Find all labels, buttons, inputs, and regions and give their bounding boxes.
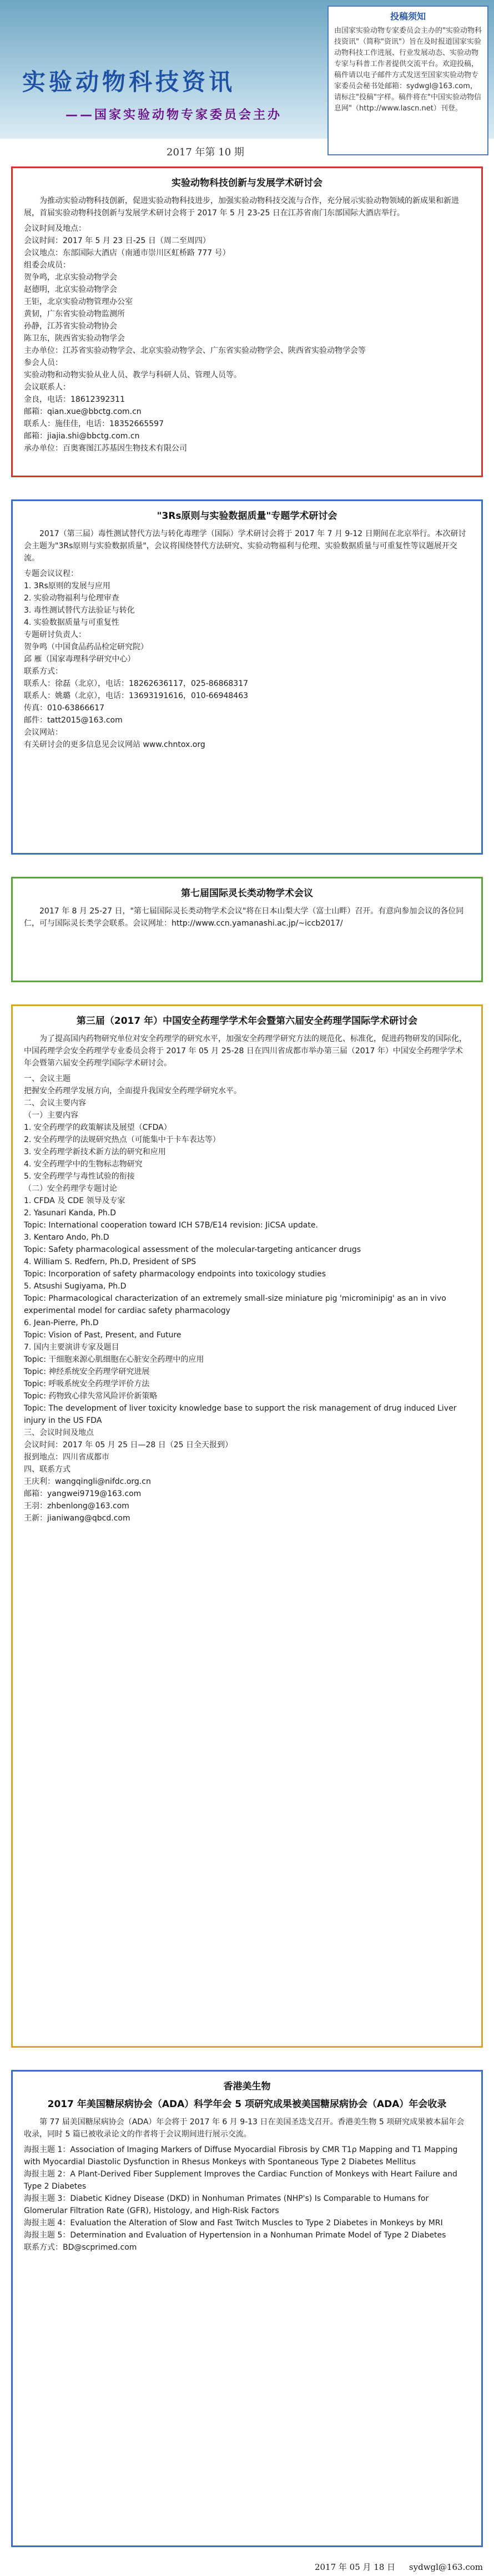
masthead-title: 实验动物科技资讯 — [22, 68, 236, 95]
section-line: 会议联系人： — [24, 383, 70, 392]
section-text: 2017 年 8 月 25-27 日，"第七届国际灵长类动物学术会议"将在日本山梨大学（富士山畔）召开。有意向参加会议的各位同仁，可与国际灵长类学会联系。会议网址：http://www.ccn.yamanashi.ac.jp/~iccb2017/ — [24, 907, 464, 928]
issue-number: 2017 年第 10 期 — [167, 147, 244, 158]
section-line: 邮箱：qian.xue@bbctg.com.cn — [24, 407, 142, 416]
section-line: 会议地点：东部国际大酒店（南通市崇川区虹桥路 777 号） — [24, 249, 230, 257]
section-line: 4. William S. Redfern, Ph.D, President of SPS — [24, 1257, 196, 1266]
section-line: 贺争鸣（中国食品药品检定研究院） — [24, 643, 148, 651]
submission-notice — [327, 6, 488, 155]
section-items — [24, 568, 470, 751]
section-title: 实验动物科技创新与发展学术研讨会 — [172, 178, 322, 189]
section-line: 会议时间：2017 年 5 月 23 日-25 日（周二至周四） — [24, 236, 210, 245]
section-line: 实验动物和动物实验从业人员、教学与科研人员、管理人员等。 — [24, 371, 241, 380]
section-line: Topic: Vision of Past, Present, and Future — [24, 1331, 182, 1340]
section-items — [24, 1073, 470, 1524]
section-line: 3. 安全药理学新技术新方法的研究和应用 — [24, 1148, 166, 1156]
section-line: 承办单位：百奥赛图江苏基因生物技术有限公司 — [24, 444, 187, 453]
notice-title: 投稿须知 — [390, 11, 426, 22]
section-line: 会议时间：2017 年 05 月 25 日—28 日（25 日全天报到） — [24, 1441, 233, 1449]
section-intro: 2017（第三届）毒性测试替代方法与转化毒理学（国际）学术研讨会将于 2017 年 7 月 9-12 日期间在北京举行。本次研讨会主题为"3Rs原则与实验数据质量"，会议将围绕替代方法研究、实验动物福利与伦理、实验数据质量与可重复性等议题展开交流。 — [24, 529, 466, 563]
section-line: 三、会议时间及地点 — [24, 1428, 94, 1437]
section-line: 联系人：施佳佳，电话：18352665597 — [24, 420, 164, 428]
section-line: 海报主题 2：A Plant-Derived Fiber Supplement Improves the Cardiac Function of Monkeys with Heart Failure and Type 2 Diabetes — [24, 2170, 457, 2191]
section-line: 孙静，江苏省实验动物协会 — [24, 322, 117, 331]
section-line: 6. Jean-Pierre, Ph.D — [24, 1319, 99, 1327]
section-line: 报到地点：四川省成都市 — [24, 1453, 109, 1462]
section-line: （二）安全药理学专题讨论 — [24, 1184, 117, 1193]
section-line: 邮箱：yangwei9719@163.com — [24, 1489, 142, 1498]
section-safety-pharmacology — [11, 1004, 483, 2048]
section-intro: 为推动实验动物科技创新，促进实验动物科技进步，加强实验动物科技交流与合作，充分展示实验动物领域的新成果和新进展，首届实验动物科技创新与发展学术研讨会将于 2017 年 5 月 23-25 日在江苏省南门东部国际大酒店举行。 — [24, 196, 459, 218]
section-title: 第三届（2017 年）中国安全药理学学术年会暨第六届安全药理学国际学术研讨会 — [76, 1016, 418, 1027]
section-line: 3. 毒性测试替代方法验证与转化 — [24, 606, 135, 615]
section-line: 传真：010-63866617 — [24, 704, 105, 713]
section-line: 2. 安全药理学的法规研究热点（可能集中于卡车表达等） — [24, 1135, 220, 1144]
section-line: 会议网站： — [24, 728, 63, 737]
section-line: 海报主题 1：Association of Imaging Markers of Diffuse Myocardial Fibrosis by CMR T1ρ Mapping and T1 Mapping with Myocardial Diastolic Dysfunction in Rhesus Monkeys with Spontaneous Type 2 Diabetes Mellitus — [24, 2145, 458, 2166]
section-line: 3. Kentaro Ando, Ph.D — [24, 1233, 109, 1242]
section-line: Topic: Pharmacological characterization of an extremely small-size miniature pig 'microminipig' as an in vivo experimental model for cardiac safety pharmacology — [24, 1294, 446, 1315]
section-line: 联系方式： — [24, 667, 63, 676]
section-line: 黄韧，广东省实验动物监测所 — [24, 310, 125, 319]
section-line: 1. CFDA 及 CDE 领导及专家 — [24, 1196, 125, 1205]
section-line: 5. Atsushi Sugiyama, Ph.D — [24, 1282, 127, 1291]
section-line: 1. 安全药理学的政策解读及展望（CFDA） — [24, 1123, 172, 1132]
section-line: 4. 实验数据质量与可重复性 — [24, 618, 119, 627]
section-items — [24, 223, 470, 454]
section-line: 金良，电话：18612392311 — [24, 395, 125, 404]
section-line: 王新：jianiwang@qbcd.com — [24, 1514, 130, 1523]
section-line: Topic: Safety pharmacological assessment of the molecular-targeting anticancer drugs — [24, 1245, 361, 1254]
section-line: 1. 3Rs原则的发展与应用 — [24, 582, 110, 590]
section-line: 王羽：zhbenlong@163.com — [24, 1502, 129, 1511]
section-3rs-symposium — [11, 499, 483, 855]
section-line: 邮件：tatt2015@163.com — [24, 716, 123, 725]
section-line: 7. 国内主要演讲专家及题目 — [24, 1343, 119, 1352]
section-innovation-symposium — [11, 166, 483, 477]
section-line: Topic: International cooperation toward ICH S7B/E14 revision: JiCSA update. — [24, 1221, 318, 1230]
section-intro: 第 77 届美国糖尿病协会（ADA）年会将于 2017 年 6 月 9-13 日在美国圣迭戈召开。香港美生物 5 项研究成果被本届年会收录，同时 5 篇已被收录论文的作者将于会议期间进行展示交流。 — [24, 2118, 465, 2139]
section-line: （一）主要内容 — [24, 1111, 78, 1120]
section-line: 赵德明，北京实验动物学会 — [24, 285, 117, 294]
section-title: 第七届国际灵长类动物学术会议 — [181, 888, 313, 899]
notice-body: 由国家实验动物专家委员会主办的"实验动物科技资讯"（简称"资讯"）旨在及时报道国家实验动物科技工作进展、行业发展动态、实验动物专家与科普工作者提供交流平台。欢迎投稿，稿件请以电子邮件方式发送至国家实验动物专家委员会秘书处邮箱：sydwgl@163.com，请标注"投稿"字样。稿件将在"中国实验动物信息网"（http://www.lascn.net）刊登。 — [334, 27, 482, 113]
section-title: "3Rs原则与实验数据质量"专题学术研讨会 — [157, 511, 337, 522]
section-line: 有关研讨会的更多信息见会议网站 www.chntox.org — [24, 740, 205, 749]
section-org: 香港美生物 — [223, 2081, 271, 2092]
section-line: 王庆利：wangqingli@nifdc.org.cn — [24, 1477, 151, 1486]
section-line: 一、会议主题 — [24, 1074, 70, 1083]
section-line: 联系人：徐磊（北京），电话：18262636117，025-86868317 — [24, 679, 249, 688]
section-ada-meeting — [11, 2070, 483, 2547]
section-line: 海报主题 3：Diabetic Kidney Disease (DKD) in Nonhuman Primates (NHP's) Is Comparable to Humans for Glomerular Filtration Rate (GFR), Histology, and High-Risk Factors — [24, 2194, 429, 2215]
section-line: 组委会成员： — [24, 261, 70, 270]
section-line: 参会人员： — [24, 358, 63, 367]
section-line: 邱 雁（国家毒理科学研究中心） — [24, 655, 135, 664]
section-line: Topic: 呼吸系统安全药理学评价方法 — [24, 1380, 150, 1388]
section-line: 联系方式：BD@scprimed.com — [24, 2243, 137, 2252]
section-line: 陈卫东，陕西省实验动物学会 — [24, 334, 125, 343]
section-intro: 为了提高国内药物研究单位对安全药理学的研究水平，加强安全药理学研究方法的规范化、标准化，促进药物研发的国际化，中国药理学会安全药理学专业委员会将于 2017 年 05 月 25-28 日在四川省成都市举办第三届（2017 年）中国安全药理学学术年会暨第六届安全药理学国际学术研讨会。 — [24, 1034, 467, 1068]
section-title: 2017 年美国糖尿病协会（ADA）科学年会 5 项研究成果被美国糖尿病协会（ADA）年会收录 — [47, 2099, 447, 2110]
section-line: 海报主题 4：Evaluation the Alteration of Slow and Fast Twitch Muscles to Type 2 Diabetes in Monkeys by MRI — [24, 2219, 443, 2228]
section-line: 贺争鸣，北京实验动物学会 — [24, 273, 117, 282]
footer-email: sydwgl@163.com — [409, 2562, 483, 2572]
section-line: 2. Yasunari Kanda, Ph.D — [24, 1209, 117, 1218]
section-line: 专题会议议程： — [24, 569, 78, 578]
section-line: 二、会议主要内容 — [24, 1099, 86, 1108]
section-line: 联系人：姚璐（北京），电话：13693191616，010-66948463 — [24, 691, 249, 700]
section-primate-congress — [11, 877, 483, 982]
section-line: 王钜，北京实验动物管理办公室 — [24, 297, 133, 306]
section-line: 4. 安全药理学中的生物标志物研究 — [24, 1160, 143, 1169]
masthead-subtitle: ——国家实验动物专家委员会主办 — [65, 108, 283, 122]
footer — [0, 2561, 494, 2576]
section-line: 主办单位：江苏省实验动物学会、北京实验动物学会、广东省实验动物学会、陕西省实验动物学会等 — [24, 346, 366, 355]
section-line: Topic: 药物致心律失常风险评价新策略 — [24, 1392, 158, 1401]
section-items — [24, 2144, 470, 2254]
section-line: 海报主题 5：Determination and Evaluation of Hypertension in a Nonhuman Primate Model of Type 2 Diabetes — [24, 2231, 446, 2240]
footer-date: 2017 年 05 月 18 日 — [314, 2562, 396, 2572]
section-line: 专题研讨负责人： — [24, 630, 86, 639]
section-line: Topic: 神经系统安全药理学研究进展 — [24, 1367, 150, 1376]
section-line: Topic: 干细胞来源心肌细胞在心脏安全药理中的应用 — [24, 1355, 204, 1364]
section-line: 2. 实验动物福利与伦理审查 — [24, 594, 119, 603]
section-line: 把握安全药理学发展方向，全面提升我国安全药理学研究水平。 — [24, 1087, 241, 1095]
section-line: 邮箱：jiajia.shi@bbctg.com.cn — [24, 432, 140, 441]
section-line: Topic: Incorporation of safety pharmacology endpoints into toxicology studies — [24, 1270, 326, 1279]
section-line: 会议时间及地点： — [24, 224, 86, 233]
section-line: 5. 安全药理学与毒性试验的衔接 — [24, 1172, 135, 1181]
section-line: Topic: The development of liver toxicity knowledge base to support the risk management of drug induced Liver injury in the US FDA — [24, 1404, 457, 1425]
section-line: 四、联系方式 — [24, 1465, 70, 1474]
